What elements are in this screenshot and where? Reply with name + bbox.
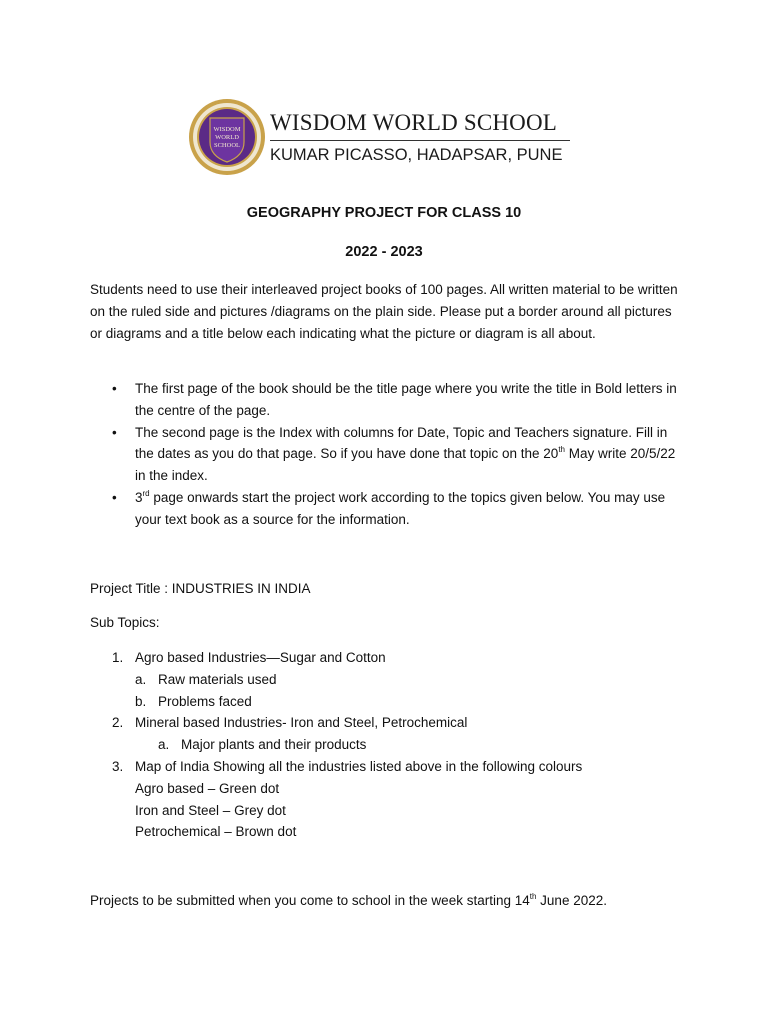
list-item: a. Major plants and their products [158,737,367,753]
school-address: KUMAR PICASSO, HADAPSAR, PUNE [270,146,563,164]
bullet-icon: • [112,424,117,440]
academic-year: 2022 - 2023 [345,244,423,260]
bullet-icon: • [112,489,117,505]
intro-paragraph: Students need to use their interleaved project books of 100 pages. All written material to be written on the ruled side and pictures /diagrams on the plain side. Please put a border around all pictures or diagrams and a title below each indicating what the picture or diagram is all about. [90,282,678,341]
colour-legend-line: Petrochemical – Brown dot [135,824,297,840]
school-name: WISDOM WORLD SCHOOL [270,110,558,135]
list-item: a. Raw materials used [135,671,277,687]
list-item: b. Problems faced [135,693,252,709]
list-item: 3. Map of India Showing all the industries listed above in the following colours [112,758,583,774]
letterhead [188,98,573,182]
submission-note: Projects to be submitted when you come to school in the week starting 14th June 2022. [90,892,607,908]
list-item: • 3rd page onwards start the project work according to the topics given below. You may use your text book as a source for the information. [112,488,666,527]
list-item: 1. Agro based Industries—Sugar and Cotton [112,650,386,665]
project-title: Project Title : INDUSTRIES IN INDIA [90,581,311,596]
instruction-list [90,378,685,531]
school-seal-logo [188,98,266,176]
topics-list [90,647,690,843]
colour-legend-line: Iron and Steel – Grey dot [135,802,286,818]
svg-text:WISDOM: WISDOM [213,126,241,133]
svg-text:SCHOOL: SCHOOL [213,142,241,149]
bullet-icon: • [112,381,117,396]
svg-text:WORLD: WORLD [215,134,239,141]
sub-topics-label: Sub Topics: [90,615,160,630]
colour-legend-line: Agro based – Green dot [135,780,280,796]
list-item: • The first page of the book should be the title page where you write the title in Bold letters in the centre of the page. [90,378,685,422]
list-item: 2. Mineral based Industries- Iron and Steel, Petrochemical [112,715,468,731]
letterhead-rule [270,140,570,141]
document-title: GEOGRAPHY PROJECT FOR CLASS 10 [246,205,522,221]
list-item: • The second page is the Index with columns for Date, Topic and Teachers signature. Fill in the dates as you do that page. So if you have done that topic on the 20th May write 20/5/22 in the index. [90,422,685,487]
